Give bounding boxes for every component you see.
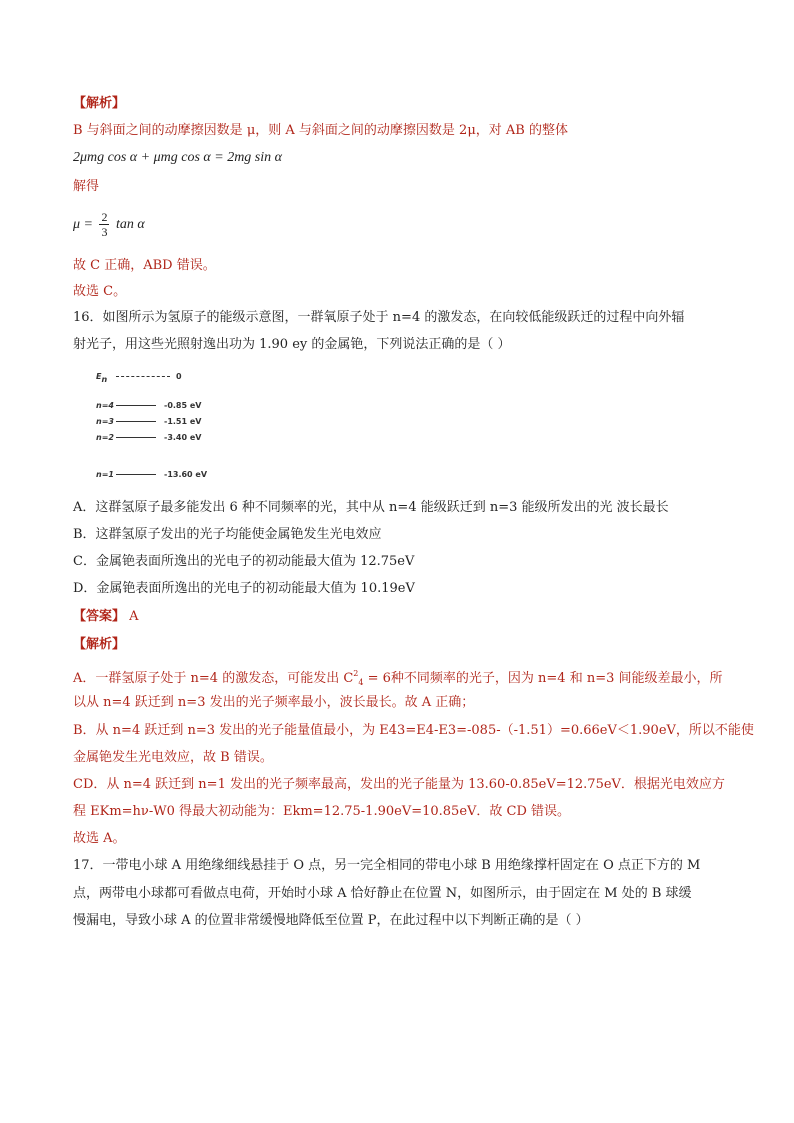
friction-equation: 2μmg cos α + μmg cos α = 2mg sin α xyxy=(73,150,282,165)
q16-option-a: A．这群氢原子最多能发出 6 种不同频率的光，其中从 n=4 能级跃迁到 n=3 能级所发出的光 波长最长 xyxy=(73,500,669,515)
mu-result xyxy=(73,208,145,242)
mu-lhs: μ = xyxy=(73,217,93,232)
answer-value: A xyxy=(129,609,139,624)
combination-subscript: 4 xyxy=(358,678,364,687)
q16-stem-line-2: 射光子，用这些光照射逸出功为 1.90 ey 的金属铯，下列说法正确的是（ ） xyxy=(73,337,511,352)
q16-analysis-cd-line-2: 程 EKm=hν-W0 得最大初动能为：Ekm=12.75-1.90eV=10.85eV．故 CD 错误。 xyxy=(73,804,571,819)
mu-rhs: tan α xyxy=(115,217,145,232)
q16-option-d: D．金属铯表面所逸出的光电子的初动能最大值为 10.19eV xyxy=(73,581,415,596)
fraction-numerator: 2 xyxy=(101,210,108,225)
q17-stem-line-2: 点，两带电小球都可看做点电荷，开始时小球 A 恰好静止在位置 N，如图所示，由于固定在 M 处的 B 球缓 xyxy=(73,886,692,901)
energy-level-2: n=2 -3.40 eV xyxy=(96,433,202,442)
energy-level-4: n=4 -0.85 eV xyxy=(96,401,202,410)
fraction xyxy=(99,210,109,239)
energy-level-diagram xyxy=(96,370,256,480)
energy-zero-value: 0 xyxy=(176,372,182,381)
energy-axis-label: En xyxy=(96,372,108,384)
answer-label: 【答案】 xyxy=(73,609,126,624)
q16-analysis-heading: 【解析】 xyxy=(73,637,126,652)
energy-level-3: n=3 -1.51 eV xyxy=(96,417,202,426)
q16-analysis-b-line-1: B．从 n=4 跃迁到 n=3 发出的光子能量值最小，为 E43=E4-E3=-085-（-1.51）=0.66eV＜1.90eV，所以不能使 xyxy=(73,723,754,738)
analysis-text: B 与斜面之间的动摩擦因数是 μ，则 A 与斜面之间的动摩擦因数是 2μ，对 AB 的整体 xyxy=(73,123,568,138)
energy-level-top xyxy=(96,372,182,382)
solve-label: 解得 xyxy=(73,179,100,194)
q16-stem-line-1: 16．如图所示为氢原子的能级示意图，一群氧原子处于 n=4 的激发态，在向较低能级跃迁的过程中向外辐 xyxy=(73,310,685,325)
q16-analysis-b-line-2: 金属铯发生光电效应，故 B 错误。 xyxy=(73,750,273,765)
q16-answer xyxy=(73,607,139,627)
fraction-denominator: 3 xyxy=(101,225,108,240)
choice-text: 故选 C。 xyxy=(73,284,127,299)
q16-choice: 故选 A。 xyxy=(73,831,126,846)
analysis-heading: 【解析】 xyxy=(73,96,126,111)
combination-superscript: 2 xyxy=(353,669,359,678)
q17-stem-line-1: 17．一带电小球 A 用绝缘细线悬挂于 O 点，另一完全相同的带电小球 B 用绝缘撑杆固定在 O 点正下方的 M xyxy=(73,858,701,873)
q16-analysis-a-line-1: A．一群氢原子处于 n=4 的激发态，可能发出 $C^2_4 = 6$种不同频率的光子，因为 n=4 和 n=3 间能级差最小，所 xyxy=(73,669,723,687)
q16-analysis-a-line-2: 以从 n=4 跃迁到 n=3 发出的光子频率最小，波长最长。故 A 正确； xyxy=(73,695,475,710)
q16-option-c: C．金属铯表面所逸出的光电子的初动能最大值为 12.75eV xyxy=(73,554,415,569)
energy-level-1: n=1 -13.60 eV xyxy=(96,470,208,479)
conclusion-text: 故 C 正确，ABD 错误。 xyxy=(73,258,216,273)
q16-option-b: B．这群氢原子发出的光子均能使金属铯发生光电效应 xyxy=(73,527,382,542)
q16-analysis-cd-line-1: CD．从 n=4 跃迁到 n=1 发出的光子频率最高，发出的光子能量为 13.60-0.85eV=12.75eV．根据光电效应方 xyxy=(73,777,725,792)
q17-stem-line-3: 慢漏电，导致小球 A 的位置非常缓慢地降低至位置 P，在此过程中以下判断正确的是（ ） xyxy=(73,913,589,928)
